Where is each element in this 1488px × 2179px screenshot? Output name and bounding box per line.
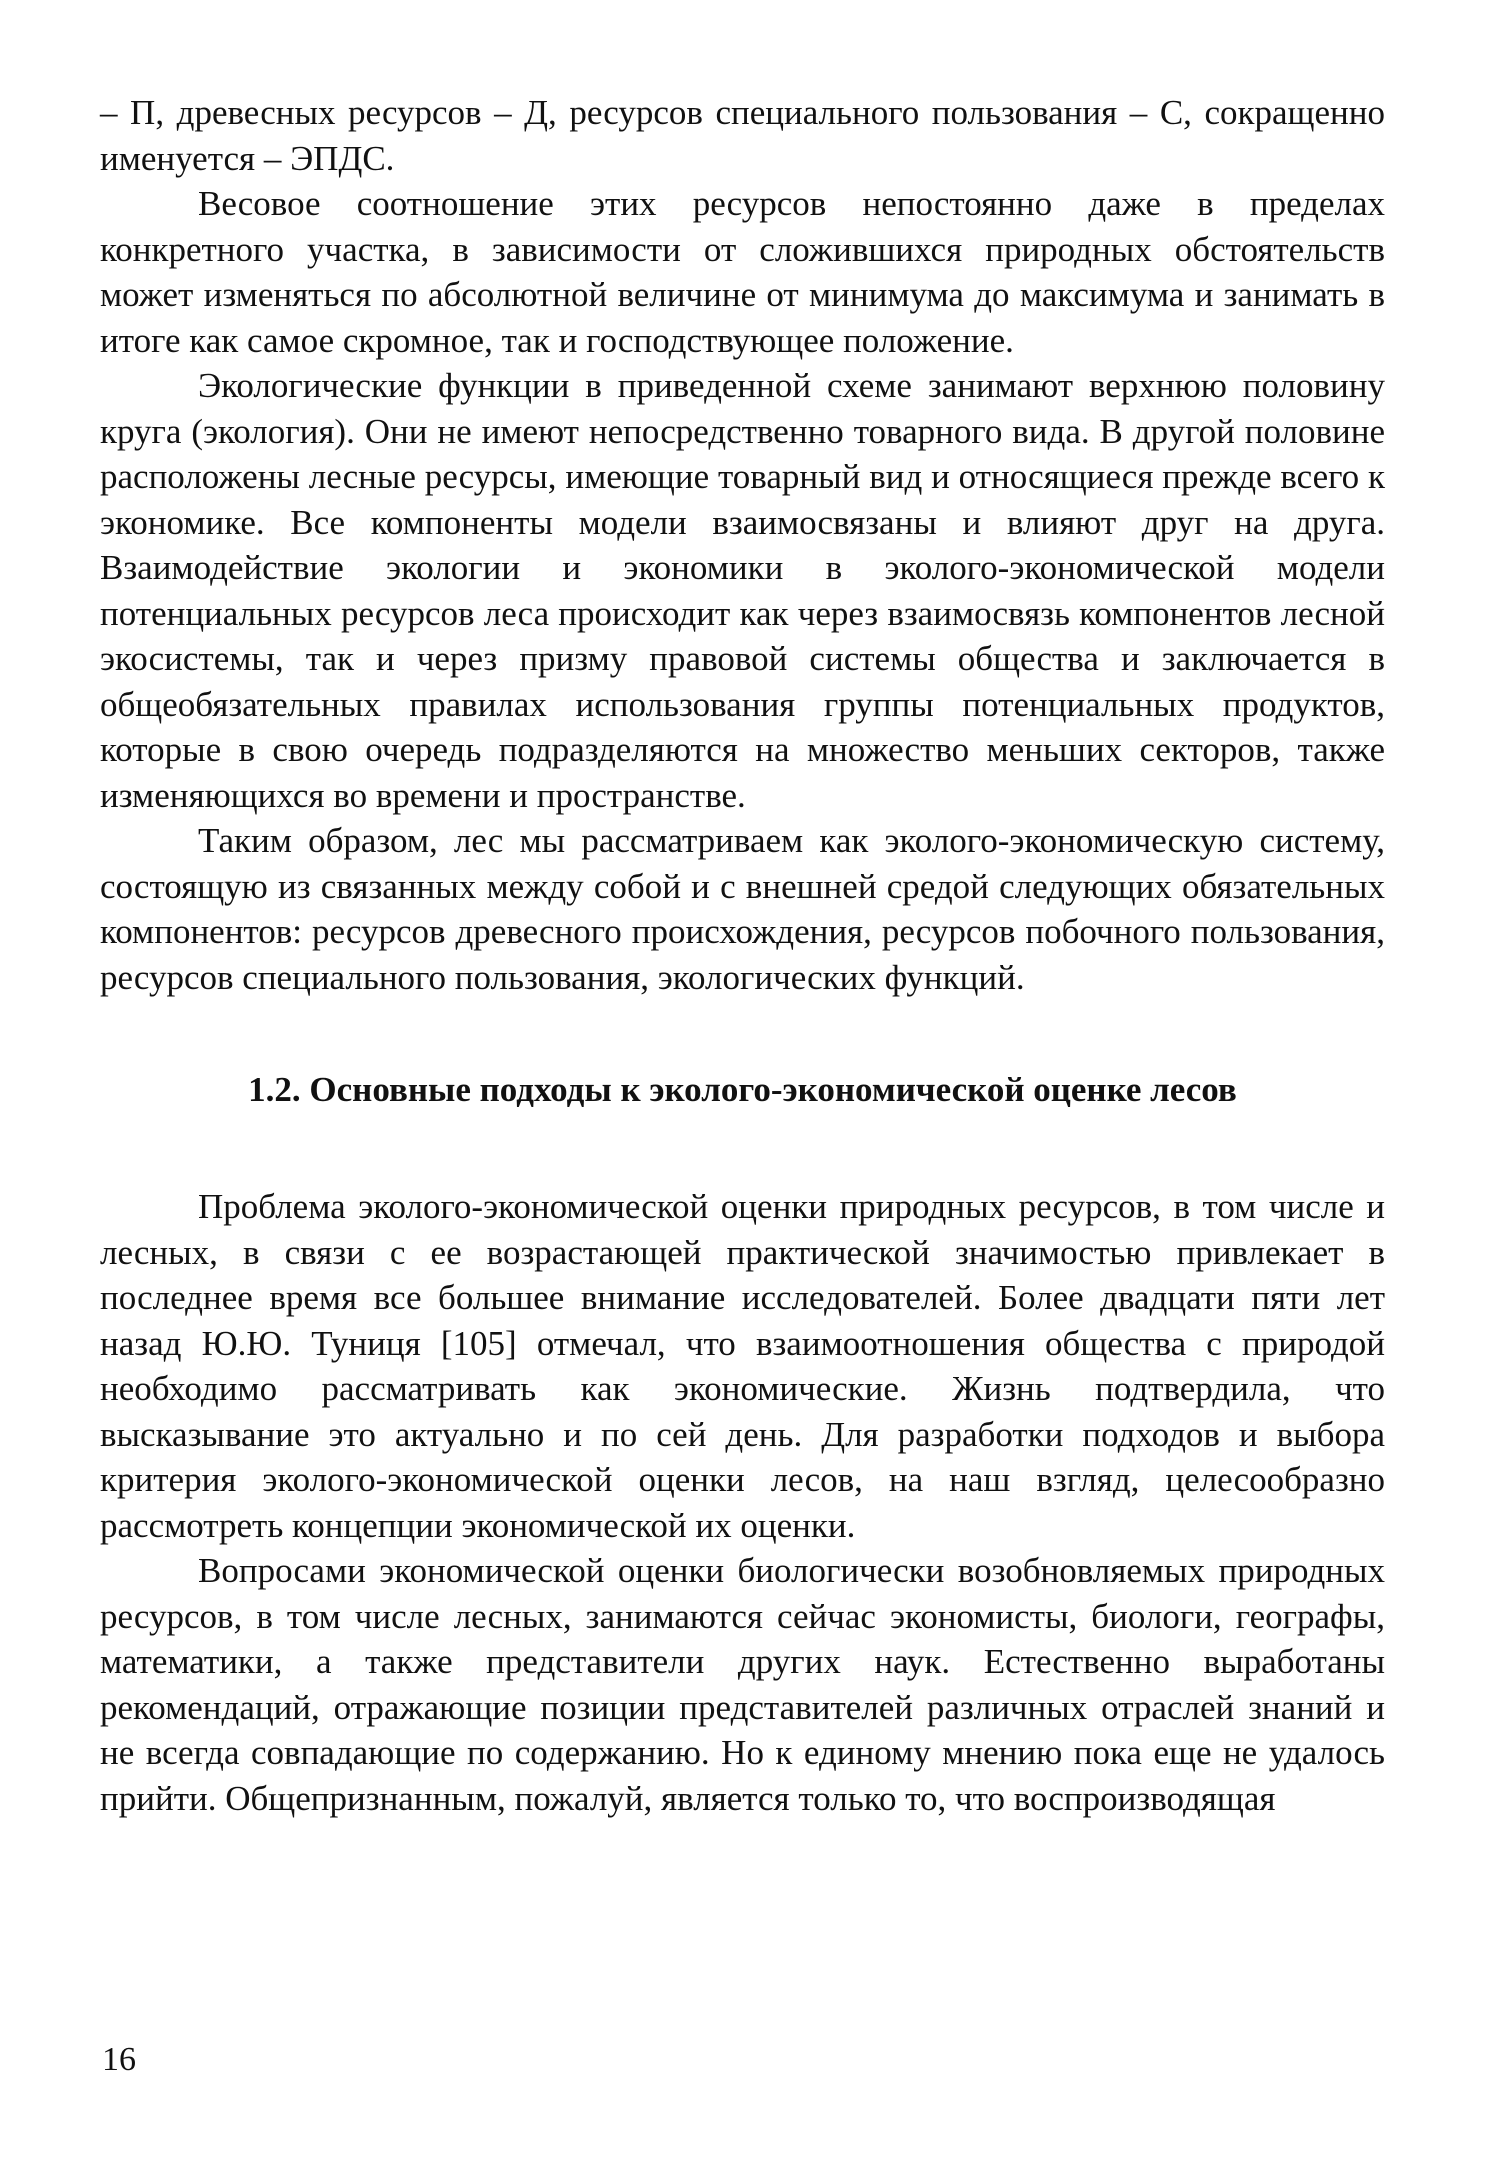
paragraph-continuation: – П, древесных ресурсов – Д, ресурсов специального пользования – С, сокращенно именуется – ЭПДС. [100,93,1385,178]
paragraph-problem-statement: Проблема эколого-экономической оценки природных ресурсов, в том числе и лесных, в связи с ее возрастающей практической значимостью привлекает в последнее время все большее внимание исследователей. Более двадцати пяти лет назад Ю.Ю. Туниця [105] отмечал, что взаимоотношения общества с природой необходимо рассматривать как экономические. Жизнь подтвердила, что высказывание это актуально и по сей день. Для разработки подходов и выбора критерия эколого-экономической оценки лесов, на наш взгляд, целесообразно рассмотреть концепции экономической их оценки. [100,1187,1385,1545]
paragraph-forest-system: Таким образом, лес мы рассматриваем как эколого-экономическую систему, состоящую из связанных между собой и с внешней средой следующих обязательных компонентов: ресурсов древесного происхождения, ресурсов побочного пользования, ресурсов специального пользования, экологических функций. [100,821,1385,997]
page-number: 16 [102,2041,136,2078]
section-gap-above [100,1000,1385,1067]
section-heading: 1.2. Основные подходы к эколого-экономической оценке лесов [248,1070,1237,1109]
page-body [100,90,1385,1821]
paragraph-ecological-functions: Экологические функции в приведенной схеме занимают верхнюю половину круга (экология). Они не имеют непосредственно товарного вида. В другой половине расположены лесные ресурсы, имеющие товарный вид и относящиеся прежде всего к экономике. Все компоненты модели взаимосвязаны и влияют друг на друга. Взаимодействие экологии и экономики в эколого-экономической модели потенциальных ресурсов леса происходит как через взаимосвязь компонентов лесной экосистемы, так и через призму правовой системы общества и заключается в общеобязательных правилах использования группы потенциальных продуктов, которые в свою очередь подразделяются на множество меньших секторов, также изменяющихся во времени и пространстве. [100,366,1385,815]
paragraph-weight-ratio: Весовое соотношение этих ресурсов непостоянно даже в пределах конкретного участка, в зависимости от сложившихся природных обстоятельств может изменяться по абсолютной величине от минимума до максимума и занимать в итоге как самое скромное, так и господствующее положение. [100,184,1385,360]
section-gap-below [100,1112,1385,1184]
paragraph-economic-evaluation: Вопросами экономической оценки биологически возобновляемых природных ресурсов, в том числе лесных, занимаются сейчас экономисты, биологи, географы, математики, а также представители других наук. Естественно выработаны рекомендаций, отражающие позиции представителей различных отраслей знаний и не всегда совпадающие по содержанию. Но к единому мнению пока еще не удалось прийти. Общепризнанным, пожалуй, является только то, что воспроизводящая [100,1551,1385,1818]
